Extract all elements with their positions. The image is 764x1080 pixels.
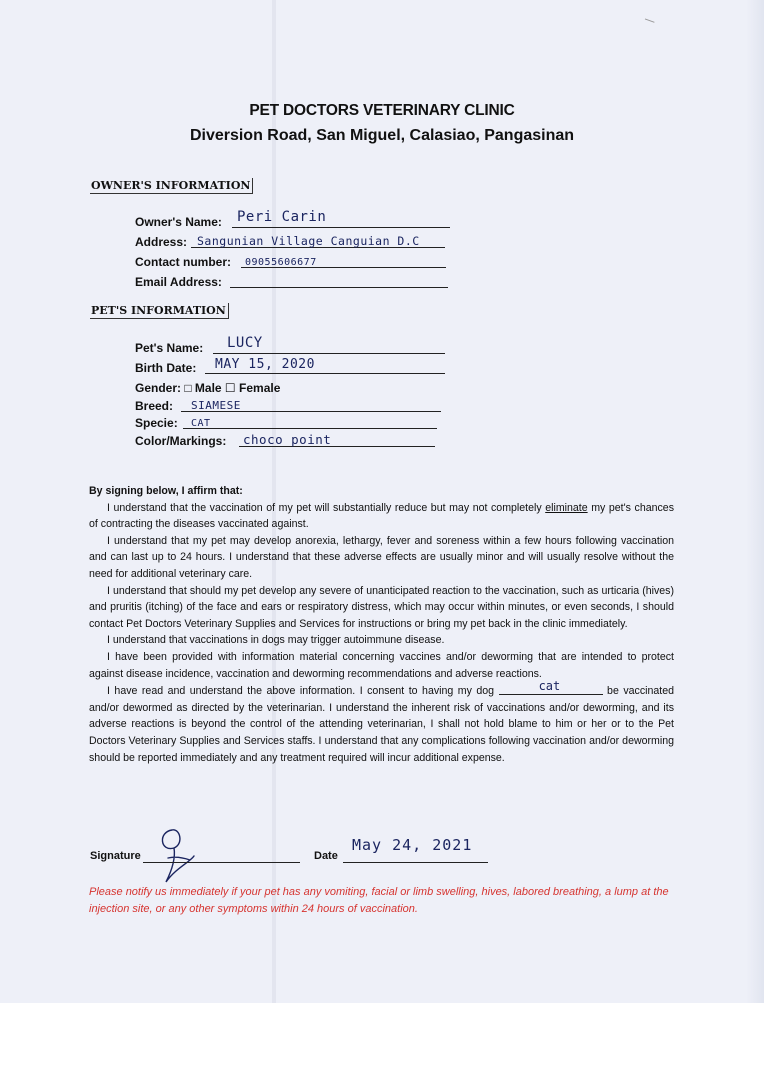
specie-line (183, 428, 437, 429)
specie-field[interactable] (135, 412, 455, 430)
consent-animal-blank[interactable]: cat (499, 682, 603, 695)
signature-line[interactable] (143, 862, 300, 863)
pet-name-value: LUCY (227, 335, 263, 351)
owner-name-value: Peri Carin (237, 209, 327, 225)
gender-field[interactable] (135, 377, 455, 395)
color-markings-value: choco point (243, 432, 332, 447)
owner-name-label: Owner's Name: (135, 215, 222, 229)
affirmation-p6: I have read and understand the above information. I consent to having my dog cat be vaccinated and/or dewormed as directed by the veterinarian. I understand the inherent risk of vaccinations and/or deworming, and its adverse reactions is beyond the control of the attending veterinarian, I shall not hold blame to him or her or to the Pet Doctors Veterinary Supplies and Services staffs. I understand that any complications following vaccination and/or deworming should be reported immediately and any treatment required will incur additional expense. (89, 678, 674, 764)
clinic-name: PET DOCTORS VETERINARY CLINIC (249, 102, 515, 119)
post-vaccination-notice: Please notify us immediately if your pet has any vomiting, facial or limb swelling, hives, labored breathing, a lump at the injection site, or any other symptoms within 24 hours of vaccination. (89, 886, 669, 915)
handwritten-signature (150, 818, 210, 888)
clinic-address: Diversion Road, San Miguel, Calasiao, Pangasinan (189, 127, 575, 144)
email-address-line (230, 287, 448, 288)
specie-value: CAT (191, 418, 211, 429)
affirmation-p3: I understand that should my pet develop any severe of unanticipated reaction to the vaccination, such as urticaria (hives) and pruritis (itching) of the face and ears or respiratory distress, which may occur within minutes, or even seconds, I should contact Pet Doctors Veterinary Supplies and Services for instructions or bring my pet back in the clinic immediately. (89, 584, 674, 630)
color-markings-label: Color/Markings: (135, 434, 227, 448)
affirmation-text (89, 483, 674, 766)
color-markings-field[interactable] (135, 430, 455, 448)
owner-address-label: Address: (135, 235, 188, 249)
owner-section-title: OWNER'S INFORMATION (90, 178, 253, 194)
gender-label: Gender: □ Male ☐ Female (135, 381, 281, 395)
pet-section-title: PET'S INFORMATION (90, 303, 229, 319)
owner-name-field[interactable] (135, 211, 455, 229)
affirmation-p1: I understand that the vaccination of my pet will substantially reduce but may not completely eliminate my pet's chances of contracting the diseases vaccinated against. (89, 501, 674, 531)
affirmation-lead: By signing below, I affirm that: (89, 485, 243, 497)
owner-email-field[interactable] (135, 271, 455, 289)
signature-label: Signature (90, 850, 141, 862)
owner-name-line (232, 227, 450, 228)
contact-number-value: 09055606677 (245, 257, 317, 268)
date-value: May 24, 2021 (352, 836, 473, 854)
pet-name-label: Pet's Name: (135, 341, 204, 355)
email-address-label: Email Address: (135, 275, 222, 289)
birth-date-line (205, 373, 445, 374)
owner-address-value: Sangunian Village Canguian D.C (197, 234, 420, 248)
birth-date-field[interactable] (135, 357, 455, 375)
breed-field[interactable] (135, 395, 455, 413)
pet-name-line (213, 353, 445, 354)
owner-address-field[interactable] (135, 231, 475, 249)
date-label: Date (314, 850, 338, 862)
breed-label: Breed: (135, 399, 174, 413)
corner-mark (643, 18, 654, 26)
scan-edge-shadow (746, 0, 764, 1003)
birth-date-value: MAY 15, 2020 (215, 357, 315, 372)
breed-value: SIAMESE (191, 399, 241, 412)
date-line[interactable] (343, 862, 488, 863)
contact-number-label: Contact number: (135, 255, 231, 269)
specie-label: Specie: (135, 416, 178, 430)
affirmation-p5: I have been provided with information material concerning vaccines and/or deworming that are intended to protect against disease incidence, vaccination and deworming recommendations and adverse reactions. (89, 650, 674, 680)
pet-name-field[interactable] (135, 337, 455, 355)
affirmation-p2: I understand that my pet may develop anorexia, lethargy, fever and soreness within a few hours following vaccination and can last up to 24 hours. I understand that these adverse effects are usually minor and will usually resolve without the need for additional veterinary care. (89, 534, 674, 580)
owner-contact-field[interactable] (135, 251, 455, 269)
affirmation-p4: I understand that vaccinations in dogs may trigger autoimmune disease. (107, 634, 445, 647)
birth-date-label: Birth Date: (135, 361, 197, 375)
